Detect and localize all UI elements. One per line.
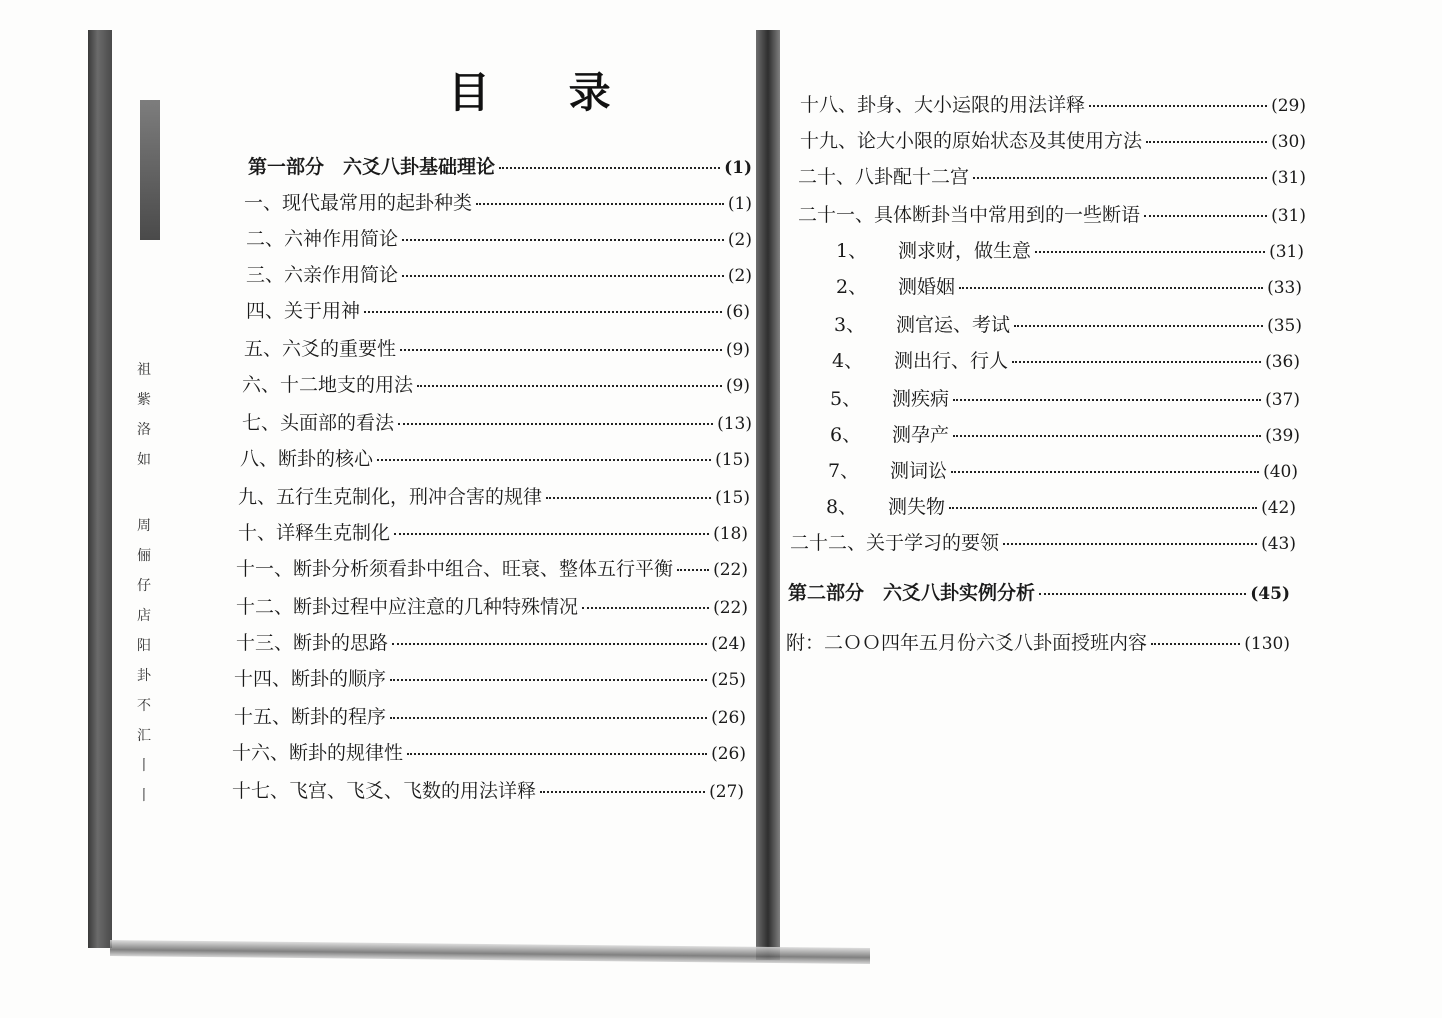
- toc-entry-label: 十八、卦身、大小运限的用法详释: [800, 94, 1086, 116]
- toc-entry-page: (24): [711, 634, 746, 654]
- toc-leader-dots: [540, 791, 705, 793]
- toc-entry: [828, 456, 1298, 483]
- toc-entry-label: 二十二、关于学习的要领: [790, 532, 1000, 554]
- toc-entry-label: 二、六神作用简论: [246, 228, 399, 250]
- toc-leader-dots: [1144, 215, 1267, 217]
- toc-leader-dots: [364, 311, 722, 313]
- spine-char: 周: [137, 518, 151, 534]
- spine-text: [134, 355, 154, 811]
- toc-entry-label: 测词讼: [890, 460, 948, 482]
- toc-entry: [800, 126, 1306, 153]
- spine-char: 仔: [137, 578, 151, 594]
- toc-leader-dots: [417, 385, 722, 387]
- toc-leader-dots: [407, 753, 707, 755]
- toc-entry: [246, 224, 752, 251]
- toc-entry: [242, 370, 750, 397]
- spine-char: 祖: [137, 362, 151, 378]
- toc-leader-dots: [1012, 361, 1261, 363]
- toc-entry-label: 十、详释生克制化: [238, 522, 391, 544]
- toc-entry-page: (130): [1244, 634, 1290, 654]
- spine-char: 俪: [137, 548, 151, 564]
- spine-char: 紫: [137, 392, 151, 408]
- toc-entry-page: (18): [713, 524, 748, 544]
- toc-entry-page: (15): [715, 450, 750, 470]
- toc-entry-page: (29): [1271, 96, 1306, 116]
- toc-leader-dots: [677, 569, 709, 571]
- toc-leader-dots: [959, 287, 1263, 289]
- toc-entry-number: 3、: [834, 314, 866, 336]
- toc-entry: [800, 90, 1306, 117]
- toc-leader-dots: [1014, 325, 1263, 327]
- toc-entry: [236, 592, 748, 619]
- toc-leader-dots: [953, 399, 1261, 401]
- toc-entry: [798, 200, 1306, 227]
- toc-leader-dots: [1035, 251, 1265, 253]
- toc-entry-page: (6): [725, 302, 750, 322]
- toc-entry-label: 测疾病: [892, 388, 950, 410]
- spine-char: 阳: [137, 638, 151, 654]
- toc-entry-label: 六、十二地支的用法: [242, 374, 414, 396]
- toc-entry-label: 测官运、考试: [896, 314, 1011, 336]
- toc-entry-label: 八、断卦的核心: [240, 448, 374, 470]
- toc-entry-number: 6、: [830, 424, 862, 446]
- toc-leader-dots: [546, 497, 711, 499]
- toc-entry-page: (26): [711, 708, 746, 728]
- toc-entry-page: (2): [727, 230, 752, 250]
- toc-leader-dots: [400, 349, 722, 351]
- toc-entry-label: 十一、断卦分析须看卦中组合、旺衰、整体五行平衡: [236, 558, 674, 580]
- toc-entry-label: 五、六爻的重要性: [244, 338, 397, 360]
- toc-entry: [836, 272, 1302, 299]
- toc-entry-label: 十九、论大小限的原始状态及其使用方法: [800, 130, 1143, 152]
- toc-entry: [234, 702, 746, 729]
- toc-entry-page: (31): [1269, 242, 1304, 262]
- toc-entry-page: (39): [1265, 426, 1300, 446]
- toc-entry: [788, 578, 1290, 605]
- toc-leader-dots: [402, 239, 724, 241]
- spine-char: 洛: [137, 422, 151, 438]
- toc-entry: [240, 444, 750, 471]
- toc-entry: [234, 664, 746, 691]
- toc-leader-dots: [973, 177, 1267, 179]
- toc-entry-number: 7、: [828, 460, 860, 482]
- toc-leader-dots: [392, 643, 707, 645]
- toc-entry-page: (31): [1271, 168, 1306, 188]
- toc-entry: [834, 310, 1302, 337]
- toc-leader-dots: [499, 167, 720, 169]
- toc-leader-dots: [390, 717, 707, 719]
- toc-entry: [826, 492, 1296, 519]
- toc-entry-page: (22): [713, 560, 748, 580]
- toc-leader-dots: [949, 507, 1257, 509]
- toc-entry-label: 测出行、行人: [894, 350, 1009, 372]
- toc-entry-page: (22): [713, 598, 748, 618]
- toc-entry: [246, 296, 750, 323]
- toc-entry: [830, 420, 1300, 447]
- toc-entry-number: 5、: [830, 388, 862, 410]
- toc-entry-page: (15): [715, 488, 750, 508]
- toc-leader-dots: [1146, 141, 1267, 143]
- toc-entry-label: 第二部分 六爻八卦实例分析: [788, 582, 1036, 604]
- toc-entry: [830, 384, 1300, 411]
- toc-entry-number: 8、: [826, 496, 858, 518]
- left-page-edge-tab: [140, 100, 160, 240]
- toc-entry-page: (1): [724, 158, 752, 178]
- toc-leader-dots: [394, 533, 709, 535]
- toc-leader-dots: [1003, 543, 1257, 545]
- toc-entry-page: (1): [727, 194, 752, 214]
- toc-entry: [786, 628, 1290, 655]
- toc-entry: [244, 188, 752, 215]
- toc-entry-page: (36): [1265, 352, 1300, 372]
- toc-leader-dots: [398, 423, 713, 425]
- toc-leader-dots: [402, 275, 724, 277]
- toc-entry-label: 附：二ＯＯ四年五月份六爻八卦面授班内容: [786, 632, 1148, 654]
- toc-entry-page: (35): [1267, 316, 1302, 336]
- toc-leader-dots: [476, 203, 724, 205]
- toc-entry: [232, 776, 744, 803]
- toc-entry-page: (13): [717, 414, 752, 434]
- toc-entry-number: 4、: [832, 350, 864, 372]
- spine-char: 不: [137, 698, 151, 714]
- toc-entry: [236, 628, 746, 655]
- toc-entry-label: 测孕产: [892, 424, 950, 446]
- toc-entry-page: (9): [725, 340, 750, 360]
- toc-title: 目 录: [448, 68, 643, 117]
- toc-entry: [242, 408, 752, 435]
- toc-entry-number: 1、: [836, 240, 868, 262]
- toc-entry-label: 十四、断卦的顺序: [234, 668, 387, 690]
- toc-entry: [244, 334, 750, 361]
- toc-entry: [790, 528, 1296, 555]
- toc-entry-label: 二十、八卦配十二宫: [798, 166, 970, 188]
- toc-entry-label: 一、现代最常用的起卦种类: [244, 192, 473, 214]
- spine-char: 丨: [137, 788, 151, 804]
- toc-leader-dots: [951, 471, 1259, 473]
- toc-leader-dots: [582, 607, 709, 609]
- toc-entry-page: (9): [725, 376, 750, 396]
- toc-entry-page: (37): [1265, 390, 1300, 410]
- toc-entry-page: (30): [1271, 132, 1306, 152]
- toc-entry-page: (31): [1271, 206, 1306, 226]
- toc-entry: [832, 346, 1300, 373]
- toc-entry: [232, 738, 746, 765]
- spine-char: 店: [137, 608, 151, 624]
- toc-entry-page: (45): [1250, 584, 1290, 604]
- spine-char: 汇: [137, 728, 151, 744]
- toc-entry-number: 2、: [836, 276, 868, 298]
- spine-char: 卦: [137, 668, 151, 684]
- book-gutter: [756, 30, 780, 960]
- toc-entry-label: 第一部分 六爻八卦基础理论: [248, 156, 496, 178]
- toc-entry-label: 十七、飞宫、飞爻、飞数的用法详释: [232, 780, 537, 802]
- toc-entry-label: 测求财，做生意: [898, 240, 1032, 262]
- toc-entry: [248, 152, 752, 179]
- toc-leader-dots: [1039, 593, 1246, 595]
- toc-entry-page: (42): [1261, 498, 1296, 518]
- toc-entry: [798, 162, 1306, 189]
- toc-entry-label: 十二、断卦过程中应注意的几种特殊情况: [236, 596, 579, 618]
- toc-leader-dots: [1089, 105, 1267, 107]
- toc-entry-label: 十三、断卦的思路: [236, 632, 389, 654]
- toc-entry: [836, 236, 1304, 263]
- toc-leader-dots: [390, 679, 707, 681]
- toc-entry: [238, 518, 748, 545]
- toc-entry: [246, 260, 752, 287]
- toc-entry-label: 测失物: [888, 496, 946, 518]
- toc-entry-page: (33): [1267, 278, 1302, 298]
- toc-entry-label: 九、五行生克制化，刑冲合害的规律: [238, 486, 543, 508]
- spine-char: 丨: [137, 758, 151, 774]
- toc-entry: [238, 482, 750, 509]
- toc-entry-label: 三、六亲作用简论: [246, 264, 399, 286]
- toc-entry-page: (25): [711, 670, 746, 690]
- toc-entry-page: (26): [711, 744, 746, 764]
- toc-entry-page: (27): [709, 782, 744, 802]
- toc-entry-label: 四、关于用神: [246, 300, 361, 322]
- toc-entry-label: 二十一、具体断卦当中常用到的一些断语: [798, 204, 1141, 226]
- toc-leader-dots: [1151, 643, 1240, 645]
- toc-entry-label: 十六、断卦的规律性: [232, 742, 404, 764]
- toc-leader-dots: [953, 435, 1261, 437]
- toc-entry-page: (2): [727, 266, 752, 286]
- spine-char: 如: [137, 452, 151, 468]
- toc-leader-dots: [377, 459, 711, 461]
- left-page-edge: [88, 30, 112, 948]
- toc-entry-page: (43): [1261, 534, 1296, 554]
- toc-entry: [236, 554, 748, 581]
- toc-entry-label: 七、头面部的看法: [242, 412, 395, 434]
- toc-entry-page: (40): [1263, 462, 1298, 482]
- toc-entry-label: 十五、断卦的程序: [234, 706, 387, 728]
- toc-entry-label: 测婚姻: [898, 276, 956, 298]
